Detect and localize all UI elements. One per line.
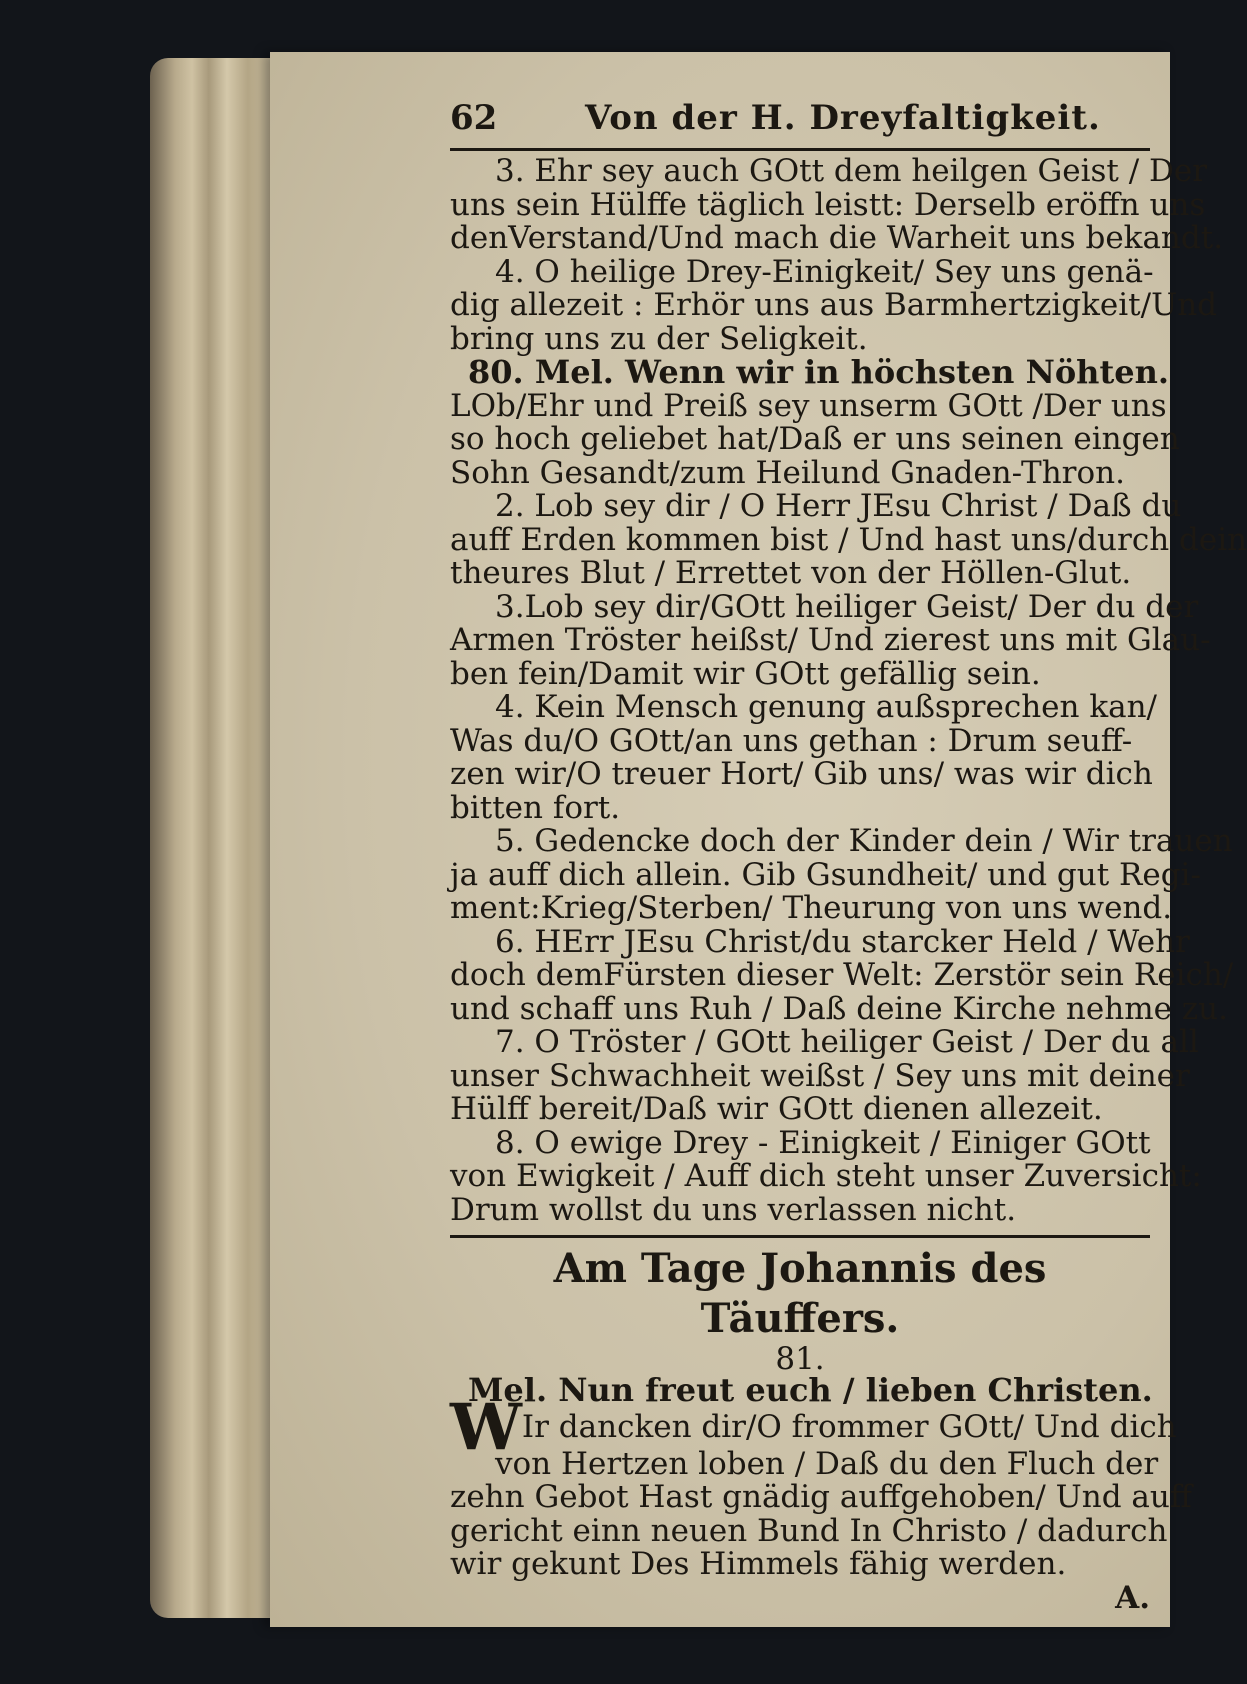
- text-line: Armen Tröster heißst/ Und zierest uns mit Glau-: [450, 622, 1211, 658]
- text-line: 4. O heilige Drey-Einigkeit/ Sey uns genä-: [495, 253, 1154, 290]
- text-line: ja auff dich allein. Gib Gsundheit/ und gut Regi-: [450, 856, 1201, 893]
- catchword: A.: [1115, 1579, 1150, 1616]
- hymn-80-melody: 80. Mel. Wenn wir in höchsten Nöhten.: [468, 353, 1169, 391]
- text-line: 5. Gedencke doch der Kinder dein / Wir trauen: [495, 823, 1233, 859]
- hymn-81: [450, 1445, 1192, 1582]
- hymn-81-melody: Mel. Nun freut euch / lieben Christen.: [468, 1371, 1153, 1409]
- book-page-edges: [150, 58, 290, 1618]
- text-line: Drum wollst du uns verlassen nicht.: [450, 1191, 1017, 1228]
- text-line: zen wir/O treuer Hort/ Gib uns/ was wir dich: [450, 756, 1153, 792]
- hymn-81-number: 81.: [775, 1341, 825, 1377]
- text-line: gericht einn neuen Bund In Christo / dadurch: [450, 1512, 1168, 1549]
- text-line: denVerstand/Und mach die Warheit uns bekandt.: [450, 220, 1224, 256]
- text-line: 4. Kein Mensch genung außsprechen kan/: [495, 689, 1158, 725]
- text-line: theures Blut / Errettet von der Höllen-Glut.: [450, 555, 1132, 591]
- text-line: bitten fort.: [450, 789, 621, 826]
- page-number: 62: [450, 98, 498, 138]
- first-line-text: Ir dancken dir/O frommer GOtt/ Und dich: [521, 1408, 1177, 1445]
- text-line: dig allezeit : Erhör uns aus Barmhertzigkeit/Und: [450, 287, 1218, 323]
- text-line: von Ewigkeit / Auff dich steht unser Zuversicht:: [450, 1158, 1202, 1194]
- text-line: von Hertzen loben / Daß du den Fluch der: [495, 1445, 1159, 1482]
- page-text: [450, 98, 1247, 1616]
- section-rule: [450, 1235, 1150, 1238]
- text-line: zehn Gebot Hast gnädig auffgehoben/ Und auff: [450, 1479, 1192, 1515]
- text-line: ment:Krieg/Sterben/ Theurung von uns wend.: [450, 890, 1173, 926]
- text-line: unser Schwachheit weißst / Sey uns mit deiner: [450, 1057, 1190, 1094]
- text-line: ben fein/Damit wir GOtt gefällig sein.: [450, 655, 1041, 692]
- hymn-79-end: [450, 153, 1224, 357]
- drop-capital: W: [450, 1389, 522, 1465]
- hymn-80: [450, 387, 1247, 1228]
- text-line: 3.Lob sey dir/GOtt heiliger Geist/ Der du der: [495, 588, 1199, 625]
- text-line: auff Erden kommen bist / Und hast uns/durch dein: [450, 521, 1247, 558]
- text-line: 8. O ewige Drey - Einigkeit / Einiger GOtt: [495, 1124, 1151, 1161]
- text-line: 3. Ehr sey auch GOtt dem heilgen Geist / Der: [495, 153, 1208, 189]
- text-line: bring uns zu der Seligkeit.: [450, 320, 868, 357]
- text-line: LOb/Ehr und Preiß sey unserm GOtt /Der uns: [450, 387, 1167, 424]
- text-line: 2. Lob sey dir / O Herr JEsu Christ / Daß du: [495, 488, 1182, 524]
- text-line: uns sein Hülffe täglich leistt: Derselb eröffn uns: [450, 186, 1206, 223]
- text-line: so hoch geliebet hat/Daß er uns seinen eingen: [450, 421, 1180, 457]
- header-rule: [450, 148, 1150, 151]
- text-line: und schaff uns Ruh / Daß deine Kirche nehme zu.: [450, 990, 1228, 1027]
- text-line: 6. HErr JEsu Christ/du starcker Held / Wehr: [495, 923, 1190, 960]
- text-line: wir gekunt Des Himmels fähig werden.: [450, 1546, 1067, 1582]
- text-line: Sohn Gesandt/zum Heilund Gnaden-Thron.: [450, 454, 1125, 491]
- text-line: doch demFürsten dieser Welt: Zerstör sein Reich/: [450, 957, 1234, 993]
- text-line: Was du/O GOtt/an uns gethan : Drum seuff-: [450, 722, 1133, 759]
- running-head: Von der H. Dreyfaltigkeit.: [585, 98, 1101, 138]
- page-header: [450, 100, 1150, 142]
- text-line: 7. O Tröster / GOtt heiliger Geist / Der du all: [495, 1024, 1199, 1060]
- section-title: Am Tage Johannis des Täuffers.: [553, 1245, 1047, 1342]
- text-line: Hülff bereit/Daß wir GOtt dienen allezeit.: [450, 1091, 1103, 1127]
